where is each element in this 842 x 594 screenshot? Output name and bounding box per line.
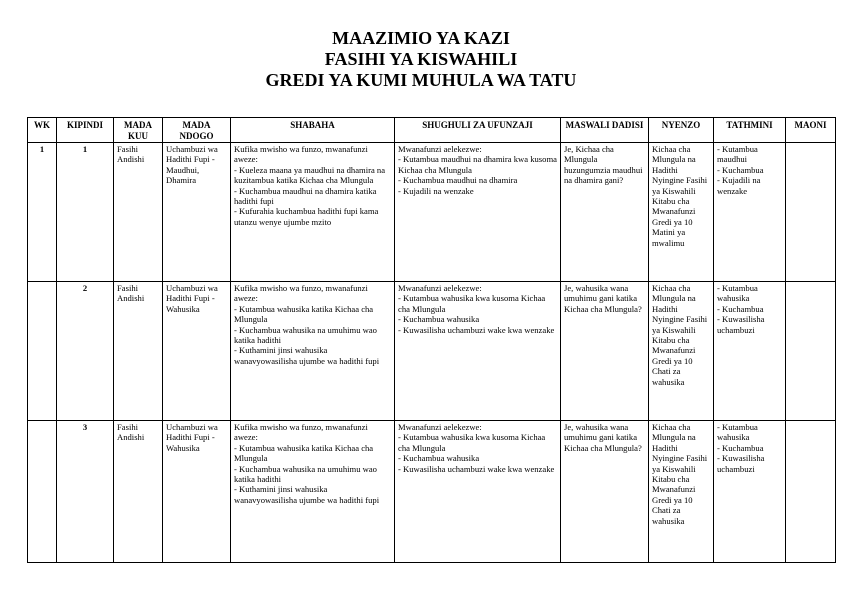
tathmini-line: - Kuchambua bbox=[717, 442, 764, 453]
tathmini-line: - Kutambua wahusika bbox=[717, 283, 758, 304]
shughuli-line: - Kuwasilisha uchambuzi wake kwa wenzake bbox=[398, 463, 555, 474]
shughuli-line: Mwanafunzi aelekezwe: bbox=[398, 144, 482, 154]
title-line-1: MAAZIMIO YA KAZI bbox=[332, 28, 510, 48]
header-mada-ndogo: MADA NDOGO bbox=[163, 118, 231, 143]
shabaha-line: - Kuthamini jinsi wahusika wanavyowasilisha ujumbe wa hadithi fupi bbox=[234, 345, 380, 366]
shughuli-line: - Kutambua wahusika kwa kusoma Kichaa cha Mlungula bbox=[398, 432, 546, 453]
shabaha-line: Kufika mwisho wa funzo, mwanafunzi aweze: bbox=[234, 422, 368, 443]
cell-kipindi: 3 bbox=[57, 421, 114, 563]
cell-tathmini bbox=[714, 421, 786, 563]
cell-shabaha bbox=[231, 143, 395, 282]
title-line-2: FASIHI YA KISWAHILI bbox=[324, 49, 518, 69]
shabaha-line: - Kuchambua wahusika na umuhimu wao katika hadithi bbox=[234, 324, 377, 346]
cell-maoni bbox=[786, 143, 836, 282]
shabaha-line: - Kuthamini jinsi wahusika wanavyowasilisha ujumbe wa hadithi fupi bbox=[234, 484, 380, 505]
cell-maswali: Je, wahusika wana umuhimu gani katika Kichaa cha Mlungula? bbox=[561, 421, 649, 563]
tathmini-line: - Kuchambua bbox=[717, 303, 764, 314]
shabaha-line: - Kueleza maana ya maudhui na dhamira na kuzitambua katika Kichaa cha Mlungula bbox=[234, 164, 386, 186]
header-wk: WK bbox=[28, 118, 57, 143]
cell-nyenzo: Kichaa cha Mlungula na Hadithi Nyingine Fasihi ya Kiswahili Kitabu cha Mwanafunzi Gredi ya 10 Chati za wahusika bbox=[649, 282, 714, 421]
cell-mada-kuu: Fasihi Andishi bbox=[114, 421, 163, 563]
document-title bbox=[0, 28, 842, 91]
shughuli-line: - Kuchambua wahusika bbox=[398, 453, 480, 464]
cell-shabaha bbox=[231, 282, 395, 421]
cell-tathmini bbox=[714, 282, 786, 421]
shughuli-line: Mwanafunzi aelekezwe: bbox=[398, 422, 482, 432]
cell-maoni bbox=[786, 282, 836, 421]
header-nyenzo: NYENZO bbox=[649, 118, 714, 143]
shabaha-line: - Kutambua wahusika katika Kichaa cha Mlungula bbox=[234, 303, 374, 325]
shabaha-line: - Kuchambua maudhui na dhamira katika hadithi fupi bbox=[234, 185, 377, 207]
cell-maswali: Je, Kichaa cha Mlungula huzungumzia maudhui na dhamira gani? bbox=[561, 143, 649, 282]
scheme-of-work-table bbox=[27, 117, 836, 563]
cell-kipindi: 1 bbox=[57, 143, 114, 282]
cell-wk: 1 bbox=[28, 143, 57, 282]
shughuli-line: - Kuwasilisha uchambuzi wake kwa wenzake bbox=[398, 324, 555, 335]
table-header-row bbox=[28, 118, 836, 143]
cell-mada-kuu: Fasihi Andishi bbox=[114, 143, 163, 282]
header-maswali: MASWALI DADISI bbox=[561, 118, 649, 143]
shabaha-line: Kufika mwisho wa funzo, mwanafunzi aweze: bbox=[234, 283, 368, 304]
header-shughuli: SHUGHULI ZA UFUNZAJI bbox=[395, 118, 561, 143]
cell-mada-kuu: Fasihi Andishi bbox=[114, 282, 163, 421]
cell-mada-ndogo: Uchambuzi wa Hadithi Fupi - Wahusika bbox=[163, 421, 231, 563]
cell-wk bbox=[28, 421, 57, 563]
cell-maoni bbox=[786, 421, 836, 563]
tathmini-line: - Kuchambua bbox=[717, 164, 764, 175]
title-line-3: GREDI YA KUMI MUHULA WA TATU bbox=[265, 70, 577, 90]
tathmini-line: - Kuwasilisha uchambuzi bbox=[717, 453, 765, 474]
shabaha-line: - Kuchambua wahusika na umuhimu wao katika hadithi bbox=[234, 463, 377, 485]
cell-mada-ndogo: Uchambuzi wa Hadithi Fupi - Wahusika bbox=[163, 282, 231, 421]
tathmini-line: - Kutambua wahusika bbox=[717, 422, 758, 443]
tathmini-line: - Kuwasilisha uchambuzi bbox=[717, 314, 765, 335]
shughuli-line: - Kuchambua maudhui na dhamira bbox=[398, 175, 518, 186]
shughuli-line: - Kujadili na wenzake bbox=[398, 185, 474, 196]
cell-shabaha bbox=[231, 421, 395, 563]
header-kipindi: KIPINDI bbox=[57, 118, 114, 143]
header-mada-kuu: MADA KUU bbox=[114, 118, 163, 143]
cell-tathmini bbox=[714, 143, 786, 282]
cell-maswali: Je, wahusika wana umuhimu gani katika Kichaa cha Mlungula? bbox=[561, 282, 649, 421]
shughuli-line: - Kutambua maudhui na dhamira kwa kusoma Kichaa cha Mlungula bbox=[398, 154, 557, 175]
cell-kipindi: 2 bbox=[57, 282, 114, 421]
cell-mada-ndogo: Uchambuzi wa Hadithi Fupi - Maudhui, Dhamira bbox=[163, 143, 231, 282]
shabaha-line: - Kufurahia kuchambua hadithi fupi kama utanzu wenye ujumbe mzito bbox=[234, 206, 379, 227]
tathmini-line: - Kujadili na wenzake bbox=[717, 175, 761, 196]
table-row bbox=[28, 143, 836, 282]
table-row bbox=[28, 282, 836, 421]
cell-nyenzo: Kichaa cha Mlungula na Hadithi Nyingine Fasihi ya Kiswahili Kitabu cha Mwanafunzi Gredi ya 10 Matini ya mwalimu bbox=[649, 143, 714, 282]
header-tathmini: TATHMINI bbox=[714, 118, 786, 143]
cell-wk bbox=[28, 282, 57, 421]
shabaha-line: - Kutambua wahusika katika Kichaa cha Mlungula bbox=[234, 442, 374, 464]
shughuli-line: - Kuchambua wahusika bbox=[398, 314, 480, 325]
cell-nyenzo: Kichaa cha Mlungula na Hadithi Nyingine Fasihi ya Kiswahili Kitabu cha Mwanafunzi Gredi ya 10 Chati za wahusika bbox=[649, 421, 714, 563]
table-row bbox=[28, 421, 836, 563]
shughuli-line: Mwanafunzi aelekezwe: bbox=[398, 283, 482, 293]
shughuli-line: - Kutambua wahusika kwa kusoma Kichaa cha Mlungula bbox=[398, 293, 546, 314]
shabaha-line: Kufika mwisho wa funzo, mwanafunzi aweze: bbox=[234, 144, 368, 165]
cell-shughuli bbox=[395, 143, 561, 282]
header-maoni: MAONI bbox=[786, 118, 836, 143]
tathmini-line: - Kutambua maudhui bbox=[717, 144, 758, 165]
cell-shughuli bbox=[395, 282, 561, 421]
cell-shughuli bbox=[395, 421, 561, 563]
header-shabaha: SHABAHA bbox=[231, 118, 395, 143]
